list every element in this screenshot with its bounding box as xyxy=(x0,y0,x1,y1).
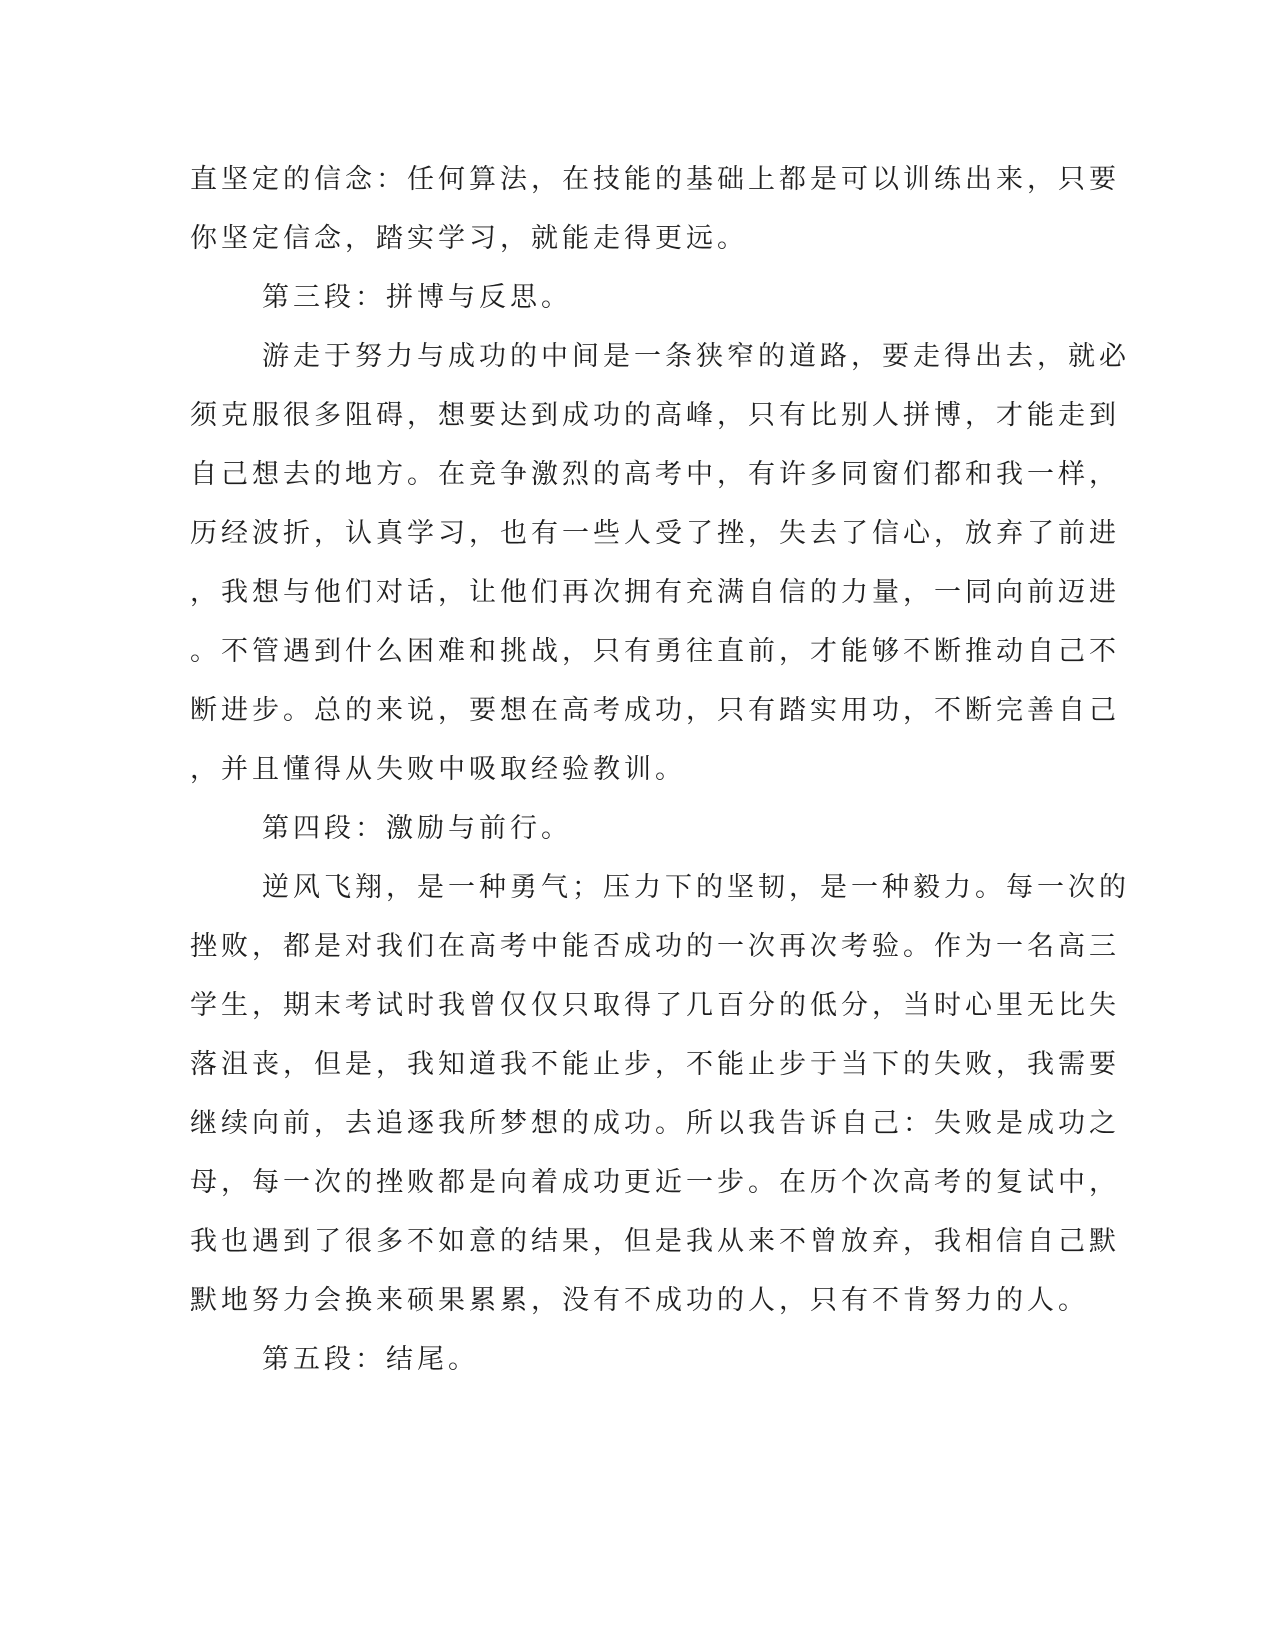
section-heading-4: 第四段：激励与前行。 xyxy=(262,813,572,844)
text-line: 落沮丧，但是，我知道我不能止步，不能止步于当下的失败，我需要 xyxy=(190,1049,1120,1080)
text-line: 母，每一次的挫败都是向着成功更近一步。在历个次高考的复试中， xyxy=(190,1167,1120,1198)
text-line: 默地努力会换来硕果累累，没有不成功的人，只有不肯努力的人。 xyxy=(190,1285,1089,1316)
text-line: 你坚定信念，踏实学习，就能走得更远。 xyxy=(190,223,748,254)
section-heading-5: 第五段：结尾。 xyxy=(262,1344,479,1375)
text-line: 游走于努力与成功的中间是一条狭窄的道路，要走得出去，就必 xyxy=(262,341,1130,372)
text-line: 挫败，都是对我们在高考中能否成功的一次再次考验。作为一名高三 xyxy=(190,931,1120,962)
text-line: 自己想去的地方。在竞争激烈的高考中，有许多同窗们都和我一样， xyxy=(190,459,1120,490)
section-heading-3: 第三段：拼博与反思。 xyxy=(262,282,572,313)
text-line: 我也遇到了很多不如意的结果，但是我从来不曾放弃，我相信自己默 xyxy=(190,1226,1120,1257)
text-line: 直坚定的信念：任何算法，在技能的基础上都是可以训练出来，只要 xyxy=(190,164,1120,195)
text-line: 继续向前，去追逐我所梦想的成功。所以我告诉自己：失败是成功之 xyxy=(190,1108,1120,1139)
text-line: 断进步。总的来说，要想在高考成功，只有踏实用功，不断完善自己 xyxy=(190,695,1120,726)
text-line: 学生，期末考试时我曾仅仅只取得了几百分的低分，当时心里无比失 xyxy=(190,990,1120,1021)
text-line: 历经波折，认真学习，也有一些人受了挫，失去了信心，放弃了前进 xyxy=(190,518,1120,549)
text-line: 须克服很多阻碍，想要达到成功的高峰，只有比别人拼博，才能走到 xyxy=(190,400,1120,431)
text-line: 逆风飞翔，是一种勇气；压力下的坚韧，是一种毅力。每一次的 xyxy=(262,872,1130,903)
text-line: 。不管遇到什么困难和挑战，只有勇往直前，才能够不断推动自己不 xyxy=(190,636,1120,667)
text-line: ，并且懂得从失败中吸取经验教训。 xyxy=(190,754,686,785)
text-line: ，我想与他们对话，让他们再次拥有充满自信的力量，一同向前迈进 xyxy=(190,577,1120,608)
